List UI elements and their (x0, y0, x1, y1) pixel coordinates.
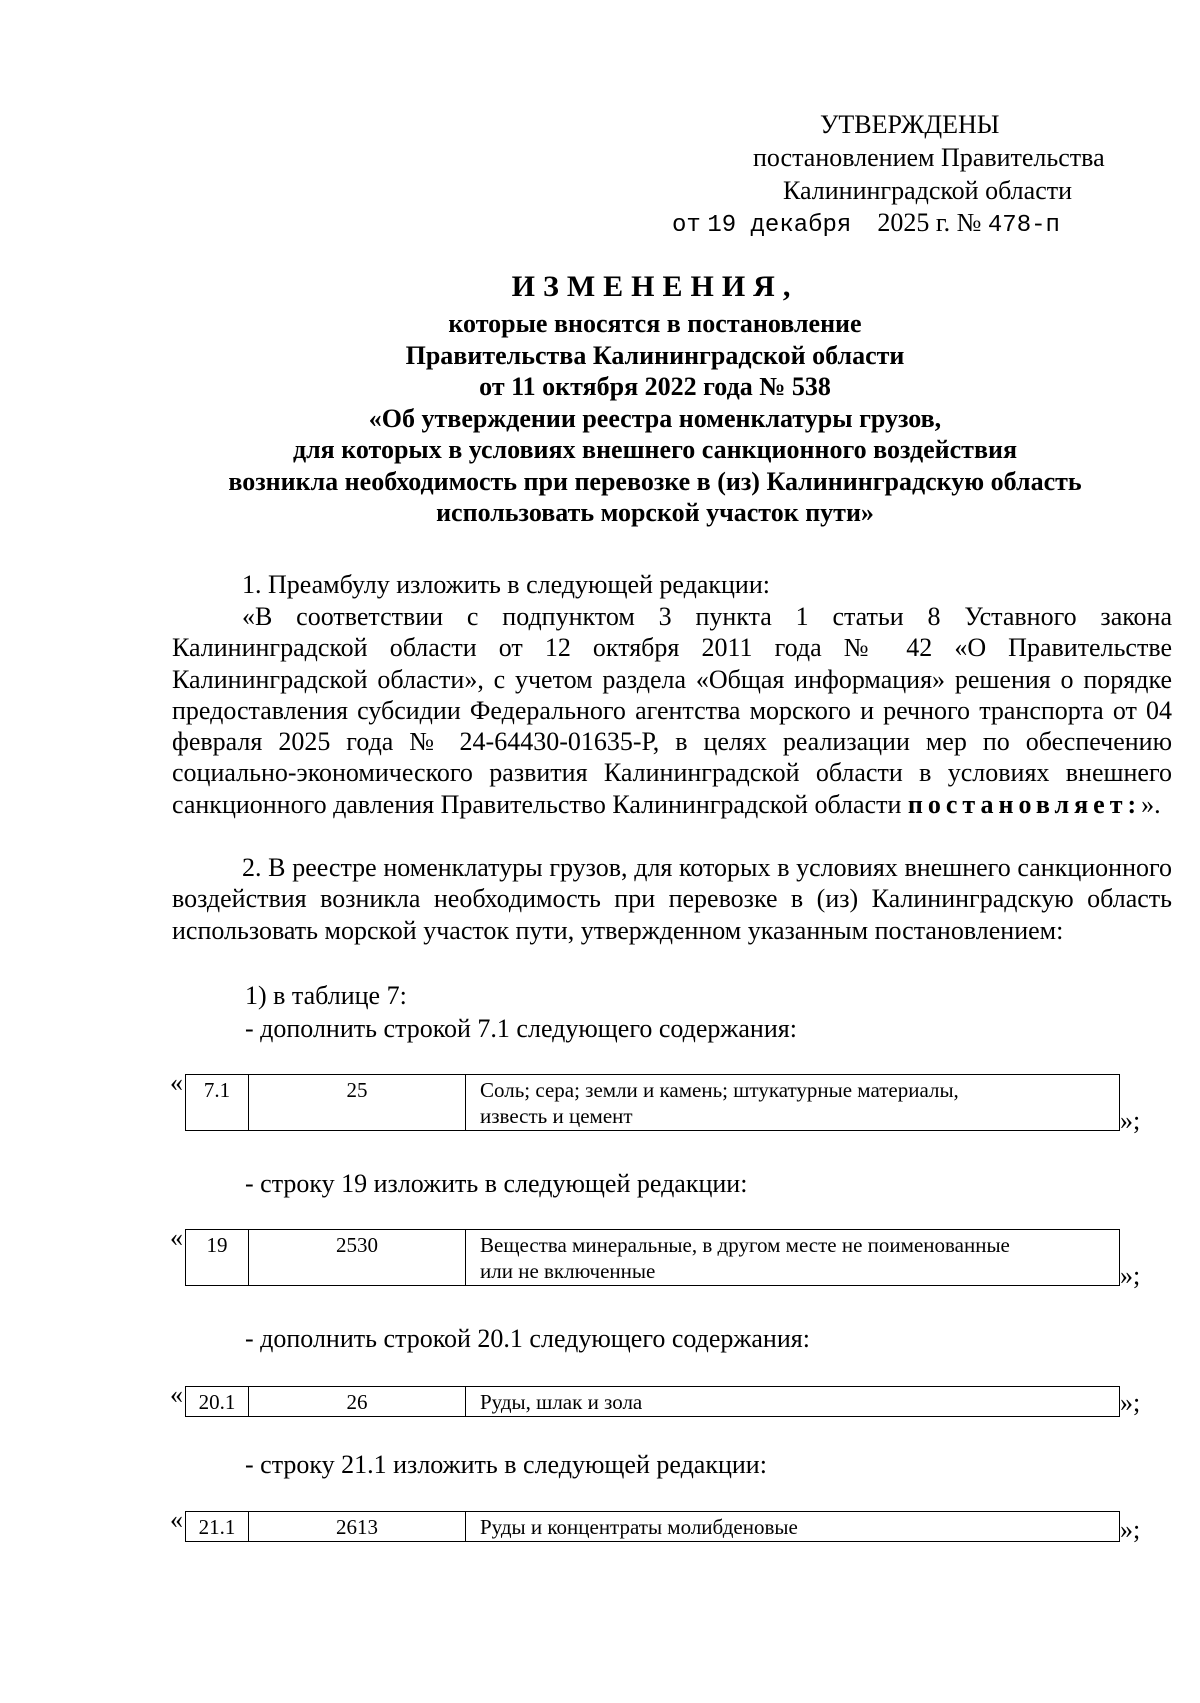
close-quote: »; (1120, 1106, 1141, 1135)
register-table-row-21-1 (185, 1511, 1120, 1542)
open-quote: « (170, 1380, 183, 1409)
description-line: Вещества минеральные, в другом месте не поименованные (480, 1233, 1010, 1257)
register-table-row-19 (185, 1229, 1120, 1286)
row-description: Руды, шлак и зола (466, 1387, 1120, 1417)
heading-line: которые вносятся в постановление (448, 309, 862, 338)
row-code: 2613 (249, 1512, 466, 1542)
row-block-19 (170, 1223, 1141, 1290)
date-year: 2025 г. № (877, 208, 982, 237)
heading-line: использовать морской участок пути» (436, 498, 874, 527)
preamble-quote (172, 601, 1172, 820)
document-heading (120, 268, 1190, 529)
date-day-month: 19 декабря (707, 212, 852, 239)
instruction-row-19: - строку 19 изложить в следующей редакции: (245, 1169, 748, 1198)
row-code: 25 (249, 1075, 466, 1131)
table-row (186, 1230, 1120, 1286)
description-line: Соль; сера; земли и камень; штукатурные материалы, (480, 1078, 959, 1102)
row-block-21-1 (170, 1505, 1141, 1544)
heading-line: «Об утверждении реестра номенклатуры грузов, (368, 403, 942, 433)
heading-line: возникла необходимость при перевозке в (из) Калининградскую область (228, 466, 1082, 496)
preamble-end: ». (1141, 789, 1161, 819)
row-description (466, 1230, 1120, 1286)
register-table-row-7-1 (185, 1074, 1120, 1131)
heading-title: ИЗМЕНЕНИЯ, (511, 270, 799, 303)
row-block-7-1 (170, 1068, 1141, 1135)
row-number: 21.1 (186, 1512, 249, 1542)
preamble-emphasis: постановляет: (907, 789, 1142, 819)
item-1-paragraph: 1. Преамбулу изложить в следующей редакции: (242, 570, 770, 599)
open-quote: « (170, 1068, 183, 1097)
instruction-row-21-1: - строку 21.1 изложить в следующей редакции: (245, 1450, 767, 1479)
description-line: известь и цемент (480, 1104, 633, 1128)
document-number: 478-п (987, 212, 1060, 239)
approval-date-line (672, 206, 1060, 243)
heading-line: Правительства Калининградской области (405, 340, 905, 370)
item-2-paragraph: 2. В реестре номенклатуры грузов, для которых в условиях внешнего санкционного воздействия возникла необходимость при перевозке в (из) Калининградскую область использовать морской участок пути, утвержденном указанным постановлением: (172, 853, 1172, 945)
table-row (186, 1387, 1120, 1417)
register-table-row-20-1 (185, 1386, 1120, 1417)
row-number: 7.1 (186, 1075, 249, 1131)
row-description (466, 1075, 1120, 1131)
preamble-text: «В соответствии с подпунктом 3 пункта 1 статьи 8 Уставного закона Калининградской области от 12 октября 2011 года № 42 «О Правительстве Калининградской области», с учетом раздела «Общая информация» решения о порядке предоставления субсидии Федерального агентства морского и речного транспорта от 04 февраля 2025 года № 24-64430-01635-Р, в целях реализации мер по обеспечению социально-экономического развития Калининградской области в условиях внешнего санкционного давления Правительство Калининградской области (172, 602, 1172, 819)
date-prefix: от (672, 212, 701, 239)
approval-title: УТВЕРЖДЕНЫ (820, 110, 1000, 139)
open-quote: « (170, 1223, 183, 1252)
heading-line: от 11 октября 2022 года № 538 (479, 372, 831, 401)
row-number: 19 (186, 1230, 249, 1286)
instruction-row-7-1: - дополнить строкой 7.1 следующего содержания: (245, 1014, 797, 1043)
row-number: 20.1 (186, 1387, 249, 1417)
close-quote: »; (1120, 1388, 1141, 1417)
row-code: 26 (249, 1387, 466, 1417)
sub-item-1: 1) в таблице 7: (245, 981, 407, 1010)
heading-line: для которых в условиях внешнего санкционного воздействия (292, 435, 1018, 464)
row-description: Руды и концентраты молибденовые (466, 1512, 1120, 1542)
description-line: или не включенные (480, 1259, 656, 1283)
row-code: 2530 (249, 1230, 466, 1286)
close-quote: »; (1120, 1261, 1141, 1290)
row-block-20-1 (170, 1380, 1141, 1417)
open-quote: « (170, 1505, 183, 1534)
table-row (186, 1075, 1120, 1131)
instruction-row-20-1: - дополнить строкой 20.1 следующего содержания: (245, 1324, 810, 1353)
approval-line-2: Калининградской области (783, 176, 1073, 205)
table-row (186, 1512, 1120, 1542)
close-quote: »; (1120, 1515, 1141, 1544)
approval-line-1: постановлением Правительства (753, 143, 1105, 172)
